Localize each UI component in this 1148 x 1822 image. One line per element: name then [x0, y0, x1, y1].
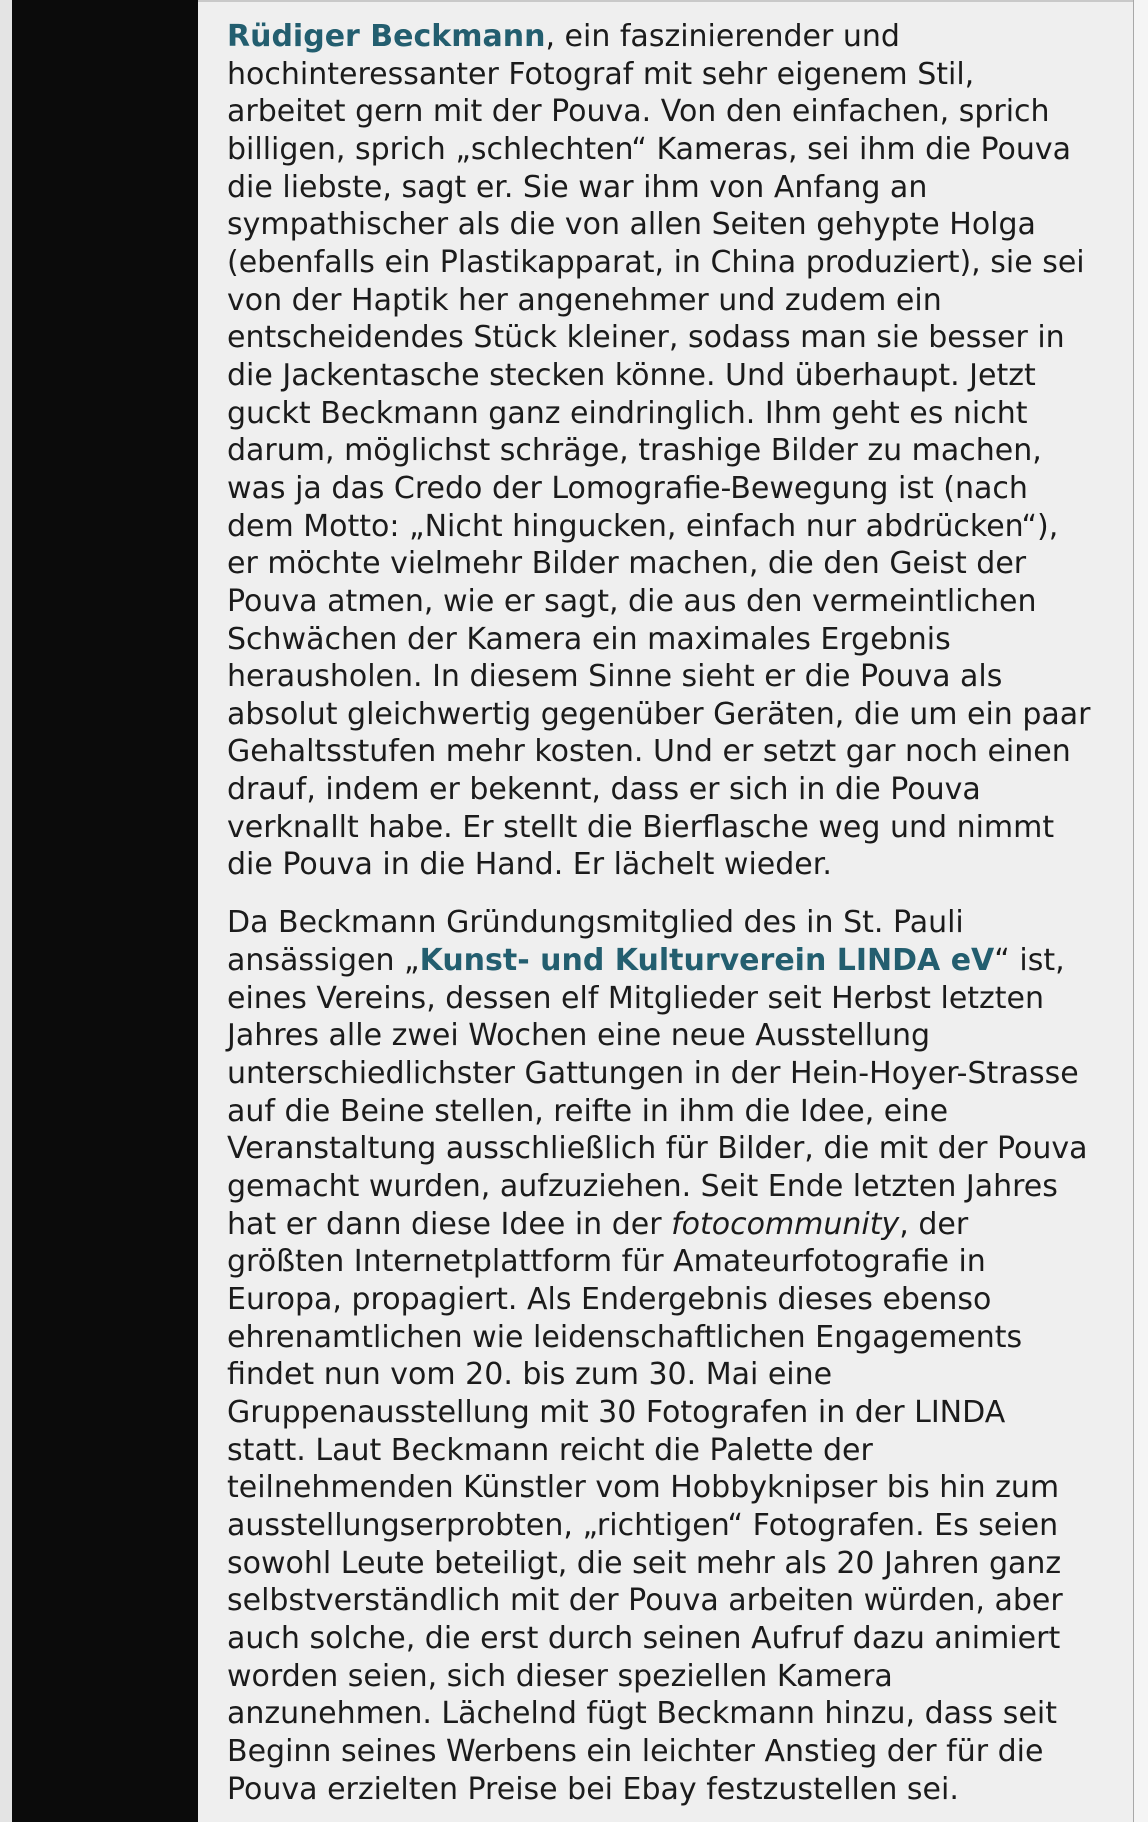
text-line: die Jackentasche stecken könne. Und überhaupt. Jetzt: [227, 357, 1036, 393]
text-line: er möchte vielmehr Bilder machen, die den Geist der: [227, 546, 1027, 582]
text-segment: hat er dann diese Idee in der: [227, 1206, 672, 1242]
text-line: unterschiedlichster Gattungen in der Hein-Hoyer-Strasse: [227, 1056, 1079, 1092]
text-line: worden seien, sich dieser speziellen Kamera: [227, 1658, 893, 1694]
text-line: größten Internetplattform für Amateurfotografie in: [227, 1244, 986, 1280]
text-line: Europa, propagiert. Als Endergebnis dieses ebenso: [227, 1282, 992, 1318]
text-line: ehrenamtlichen wie leidenschaftlichen Engagements: [227, 1319, 1023, 1355]
text-line: Da Beckmann Gründungsmitglied des in St. Pauli: [227, 905, 964, 941]
text-line: Schwächen der Kamera ein maximales Ergebnis: [227, 621, 951, 657]
text-line: findet nun vom 20. bis zum 30. Mai eine: [227, 1357, 833, 1393]
text-segment: , ein faszinierender und: [545, 19, 900, 54]
text-line: was ja das Credo der Lomografie-Bewegung ist (nach: [227, 470, 1028, 506]
article-body: [227, 18, 1122, 1808]
text-line: anzunehmen. Lächelnd fügt Beckmann hinzu, dass seit: [227, 1696, 1057, 1732]
text-line: herausholen. In diesem Sinne sieht er die Pouva als: [227, 659, 1003, 695]
text-segment: ansässigen „: [227, 943, 420, 979]
text-line: guckt Beckmann ganz eindringlich. Ihm geht es nicht: [227, 395, 1028, 431]
text-line: sympathischer als die von allen Seiten gehypte Holga: [227, 207, 1036, 243]
content-panel: [198, 0, 1133, 1822]
text-line: [227, 18, 1122, 56]
text-line: sowohl Leute beteiligt, die seit mehr als 20 Jahren ganz: [227, 1545, 1062, 1581]
club-link[interactable]: Kunst- und Kulturverein LINDA eV: [419, 943, 995, 979]
article-paragraph-2: [227, 904, 1122, 1808]
text-line: von der Haptik her angenehmer und zudem ein: [227, 282, 942, 318]
text-line: auf die Beine stellen, reifte in ihm die Idee, eine: [227, 1093, 949, 1129]
text-line: selbstverständlich mit der Pouva arbeiten würden, aber: [227, 1583, 1063, 1619]
text-line: Pouva erzielten Preise bei Ebay festzustellen sei.: [227, 1771, 959, 1807]
author-link[interactable]: Rüdiger Beckmann: [227, 19, 546, 54]
text-line: billigen, sprich „schlechten“ Kameras, sei ihm die Pouva: [227, 131, 1072, 167]
text-line: verknallt habe. Er stellt die Bierflasche weg und nimmt: [227, 809, 1055, 845]
text-line: Pouva atmen, wie er sagt, die aus den vermeintlichen: [227, 583, 1037, 619]
text-line: auch solche, die erst durch seinen Aufruf dazu animiert: [227, 1620, 1061, 1656]
site-name-emphasis: fotocommunity: [671, 1206, 900, 1242]
text-line: ausstellungserprobten, „richtigen“ Fotografen. Es seien: [227, 1507, 1059, 1543]
text-line: entscheidendes Stück kleiner, sodass man sie besser in: [227, 320, 1065, 356]
text-line: arbeitet gern mit der Pouva. Von den einfachen, sprich: [227, 94, 1050, 130]
text-line: drauf, indem er bekennt, dass er sich in die Pouva: [227, 772, 981, 808]
text-line: die liebste, sagt er. Sie war ihm von Anfang an: [227, 169, 928, 205]
text-line: eines Vereins, dessen elf Mitglieder seit Herbst letzten: [227, 980, 1045, 1016]
text-line: hochinteressanter Fotograf mit sehr eigenem Stil,: [227, 56, 975, 92]
text-line: gemacht wurden, aufzuziehen. Seit Ende letzten Jahres: [227, 1169, 1058, 1205]
text-line: [227, 1206, 1122, 1244]
text-segment: , der: [899, 1206, 969, 1242]
text-line: (ebenfalls ein Plastikapparat, in China produziert), sie sei: [227, 244, 1085, 280]
text-line: absolut gleichwertig gegenüber Geräten, die um ein paar: [227, 696, 1091, 732]
text-line: Gehaltsstufen mehr kosten. Und er setzt gar noch einen: [227, 734, 1071, 770]
left-sidebar: [12, 0, 198, 1822]
text-line: Beginn seines Werbens ein leichter Anstieg der für die: [227, 1733, 1044, 1769]
window-left-edge: [0, 0, 12, 1822]
text-line: Gruppenausstellung mit 30 Fotografen in der LINDA: [227, 1395, 1006, 1431]
text-line: Jahres alle zwei Wochen eine neue Ausstellung: [227, 1018, 931, 1054]
text-line: dem Motto: „Nicht hingucken, einfach nur abdrücken“),: [227, 508, 1059, 544]
text-line: teilnehmenden Künstler vom Hobbyknipser bis hin zum: [227, 1470, 1060, 1506]
text-line: die Pouva in die Hand. Er lächelt wieder.: [227, 847, 832, 883]
article-paragraph-1: [227, 18, 1122, 884]
text-line: [227, 942, 1122, 980]
text-line: darum, möglichst schräge, trashige Bilder zu machen,: [227, 433, 1042, 469]
text-segment: “ ist,: [994, 943, 1065, 979]
text-line: statt. Laut Beckmann reicht die Palette der: [227, 1432, 873, 1468]
window-right-edge: [1133, 0, 1148, 1822]
text-line: Veranstaltung ausschließlich für Bilder, die mit der Pouva: [227, 1131, 1088, 1167]
